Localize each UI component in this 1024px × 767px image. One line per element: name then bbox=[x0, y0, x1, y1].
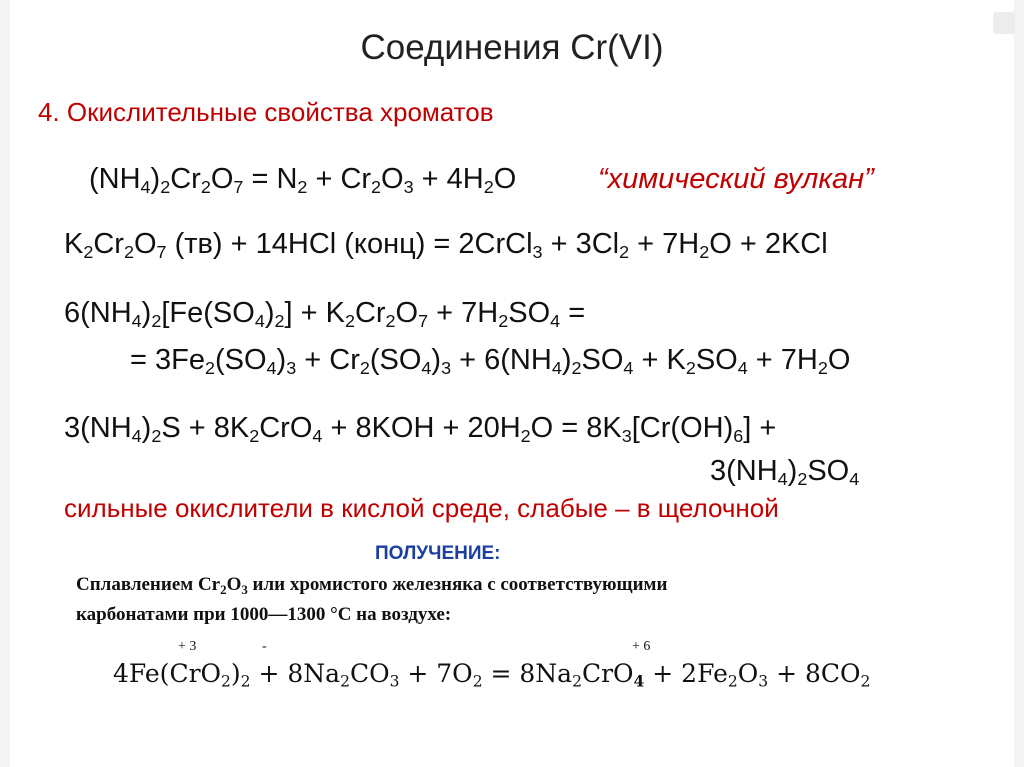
equation-1: $(NH_4)_2Cr_2O_7 = N_2 + Cr_2O_3 + 4H_2O$ bbox=[89, 163, 517, 198]
slide-subtitle: 4. Окислительные свойства хроматов bbox=[38, 97, 494, 127]
equation-3-line-1: $6(NH_4)_2[Fe(SO_4)_2] + K_2Cr_2O_7 + 7H_2SO_4$ = bbox=[64, 297, 586, 332]
oxidation-state-dash: - bbox=[262, 639, 267, 654]
equation-5: $4Fe(CrO_2)_2 + 8Na_2CO_3 + 7O_2 = 8Na_2CrO_4 + 2Fe_2O_3 + 8CO_2$ bbox=[113, 659, 871, 691]
oxidizer-strength-note: сильные окислители в кислой среде, слабые – в щелочной bbox=[64, 493, 779, 523]
preparation-text-line-2: карбонатами при 1000—1300 °С на воздухе: bbox=[76, 604, 452, 625]
slide-frame-left bbox=[0, 0, 10, 767]
slide-frame-right bbox=[1014, 0, 1024, 767]
preparation-heading: ПОЛУЧЕНИЕ: bbox=[375, 543, 501, 564]
chemical-volcano-note: “химический вулкан” bbox=[598, 163, 874, 195]
equation-2: $K_2Cr_2O_7$ (тв) + 14HCl (конц) = 2CrCl$_3$ + $3Cl_2 + 7H_2O + 2KCl$ bbox=[64, 228, 828, 263]
equation-3-line-2: = $3Fe_2(SO_4)_3 + Cr_2(SO_4)_3 + 6(NH_4)_2SO_4 + K_2SO_4 + 7H_2O$ bbox=[130, 344, 851, 379]
oxidation-state-cr-plus6: + 6 bbox=[632, 639, 651, 654]
equation-4-line-1: $3(NH_4)_2S + 8K_2CrO_4 + 8KOH + 20H_2O = 8K_3[Cr(OH)_6]$ + bbox=[64, 412, 777, 447]
slide-title: Соединения Cr(VI) bbox=[360, 28, 664, 67]
oxidation-state-cr-plus3: + 3 bbox=[178, 639, 197, 654]
preparation-text-line-1: Сплавлением $Cr_2O_3$ или хромистого железняка с соответствующими bbox=[76, 574, 668, 597]
equation-4-line-2: $3(NH_4)_2SO_4$ bbox=[710, 455, 860, 490]
